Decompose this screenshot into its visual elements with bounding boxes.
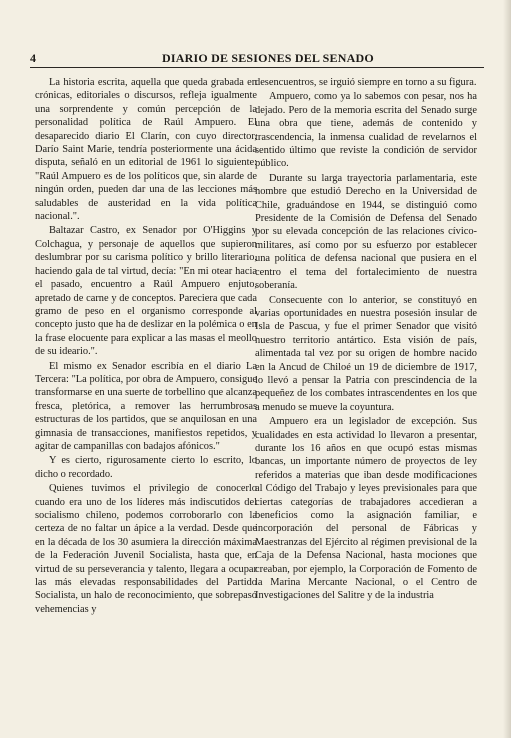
- paragraph: Y es cierto, rigurosamente cierto lo escrito, lo dicho o recordado.: [35, 455, 257, 480]
- paragraph: La historia escrita, aquella que queda grabada en crónicas, editoriales o discursos, refleja igualmente una sorprendente y común percepción de la personalidad política de Raúl Ampuero. El desaparecido diario El Clarín, con cuyo director, Darío Saint Marie, tendría posteriormente una ácida disputa, señaló en un editorial de 1961 lo siguiente: "Raúl Ampuero es de los políticos que, sin alarde de ningún orden, pueden dar una de las lecciones más saludables de austeridad en la vida política nacional.".: [35, 77, 257, 223]
- page-header: [30, 51, 483, 65]
- right-column: [255, 76, 477, 604]
- paragraph: Durante su larga trayectoria parlamentaria, este hombre que estudió Derecho en la Universidad de Chile, graduándose en 1944, se distinguió como Presidente de la Comisión de Defensa del Senado por su elevada concepción de las relaciones cívico-militares, así como por su esfuerzo por establecer una política de defensa nacional que pusiera en el centro el tema del fortalecimiento de nuestra soberanía.: [255, 172, 477, 292]
- header-rule: [30, 67, 484, 68]
- page-number: 4: [30, 51, 36, 65]
- running-title: DIARIO DE SESIONES DEL SENADO: [162, 51, 374, 65]
- paragraph: Consecuente con lo anterior, se constituyó en varias oportunidades en nuestra posesión insular de Isla de Pascua, y fue el primer Senador que visitó nuestro territorio antártico. Esta visión de país, alimentada tal vez por su origen de hombre nacido en la Ancud de Chiloé un 19 de diciembre de 1917, lo llevó a pensar la Patria con prescindencia de la pequeñez de los combates intrascendentes en los que a menudo se mueve la coyuntura.: [255, 294, 477, 413]
- paragraph: Quienes tuvimos el privilegio de conocerlo cuando era uno de los líderes más indiscutidos del socialismo chileno, podemos corroborarlo con la certeza de no faltar un ápice a la verdad. Desde que en la década de los 30 asumiera la dirección máxima de la Federación Juvenil Socialista, hasta que, en virtud de su perseverancia y talento, llegara a ocupar las más elevadas responsabilidades del Partido Socialista, un halo de reconocimiento, que sobrepasó vehemencias y: [35, 483, 257, 615]
- paragraph: Ampuero era un legislador de excepción. Sus cualidades en esta actividad lo llevaron a presentar, durante los 16 años en que ocupó estas mismas bancas, un importante número de proyectos de ley referidos a materias que iban desde modificaciones al Código del Trabajo y leyes previsionales para que ciertas categorías de trabajadores accedieran a beneficios como la asignación familiar, e incorporación del personal de Fábricas y Maestranzas del Ejército al régimen previsional de la Caja de la Defensa Nacional, hasta mociones que creaban, por ejemplo, la Corporación de Fomento de la Marina Mercante Nacional, o el Centro de Investigaciones del Salitre y de la industria: [255, 416, 477, 602]
- paragraph: Ampuero, como ya lo sabemos con pesar, nos ha dejado. Pero de la memoria escrita del Senado surge una obra que tiene, además de contenido y trascendencia, la inmensa cualidad de revelarnos el sentido último que reviste la condición de servidor público.: [255, 91, 477, 170]
- paragraph: El mismo ex Senador escribía en el diario La Tercera: "La política, por obra de Ampuero, consigue transformarse en una suerte de torbellino que alcanza fresca, pletórica, a remover las herrumbrosas estructuras de los partidos, que se anquilosan en una gimnasia de transacciones, manifiestos repetidos, y agitar de campanillas con badajos afónicos.": [35, 360, 257, 452]
- page-edge-shadow: [503, 0, 511, 738]
- paragraph: Baltazar Castro, ex Senador por O'Higgins y Colchagua, y personaje de aquellos que supieron deslumbrar por su carisma político y brillo literario, haciendo gala de tal virtud, decía: "En mi otear hacia el pasado, encuentro a Raúl Ampuero enjuto, apretado de carne y de conceptos. Pareciera que cada gramo de peso en el organismo corresponde al concepto justo que ha de deslizar en la polémica o en la frase elocuente para explicar a las masas el meollo de su ideario.".: [35, 225, 257, 358]
- paragraph-continuation: desencuentros, se irguió siempre en torno a su figura.: [255, 77, 477, 88]
- left-column: [35, 76, 257, 617]
